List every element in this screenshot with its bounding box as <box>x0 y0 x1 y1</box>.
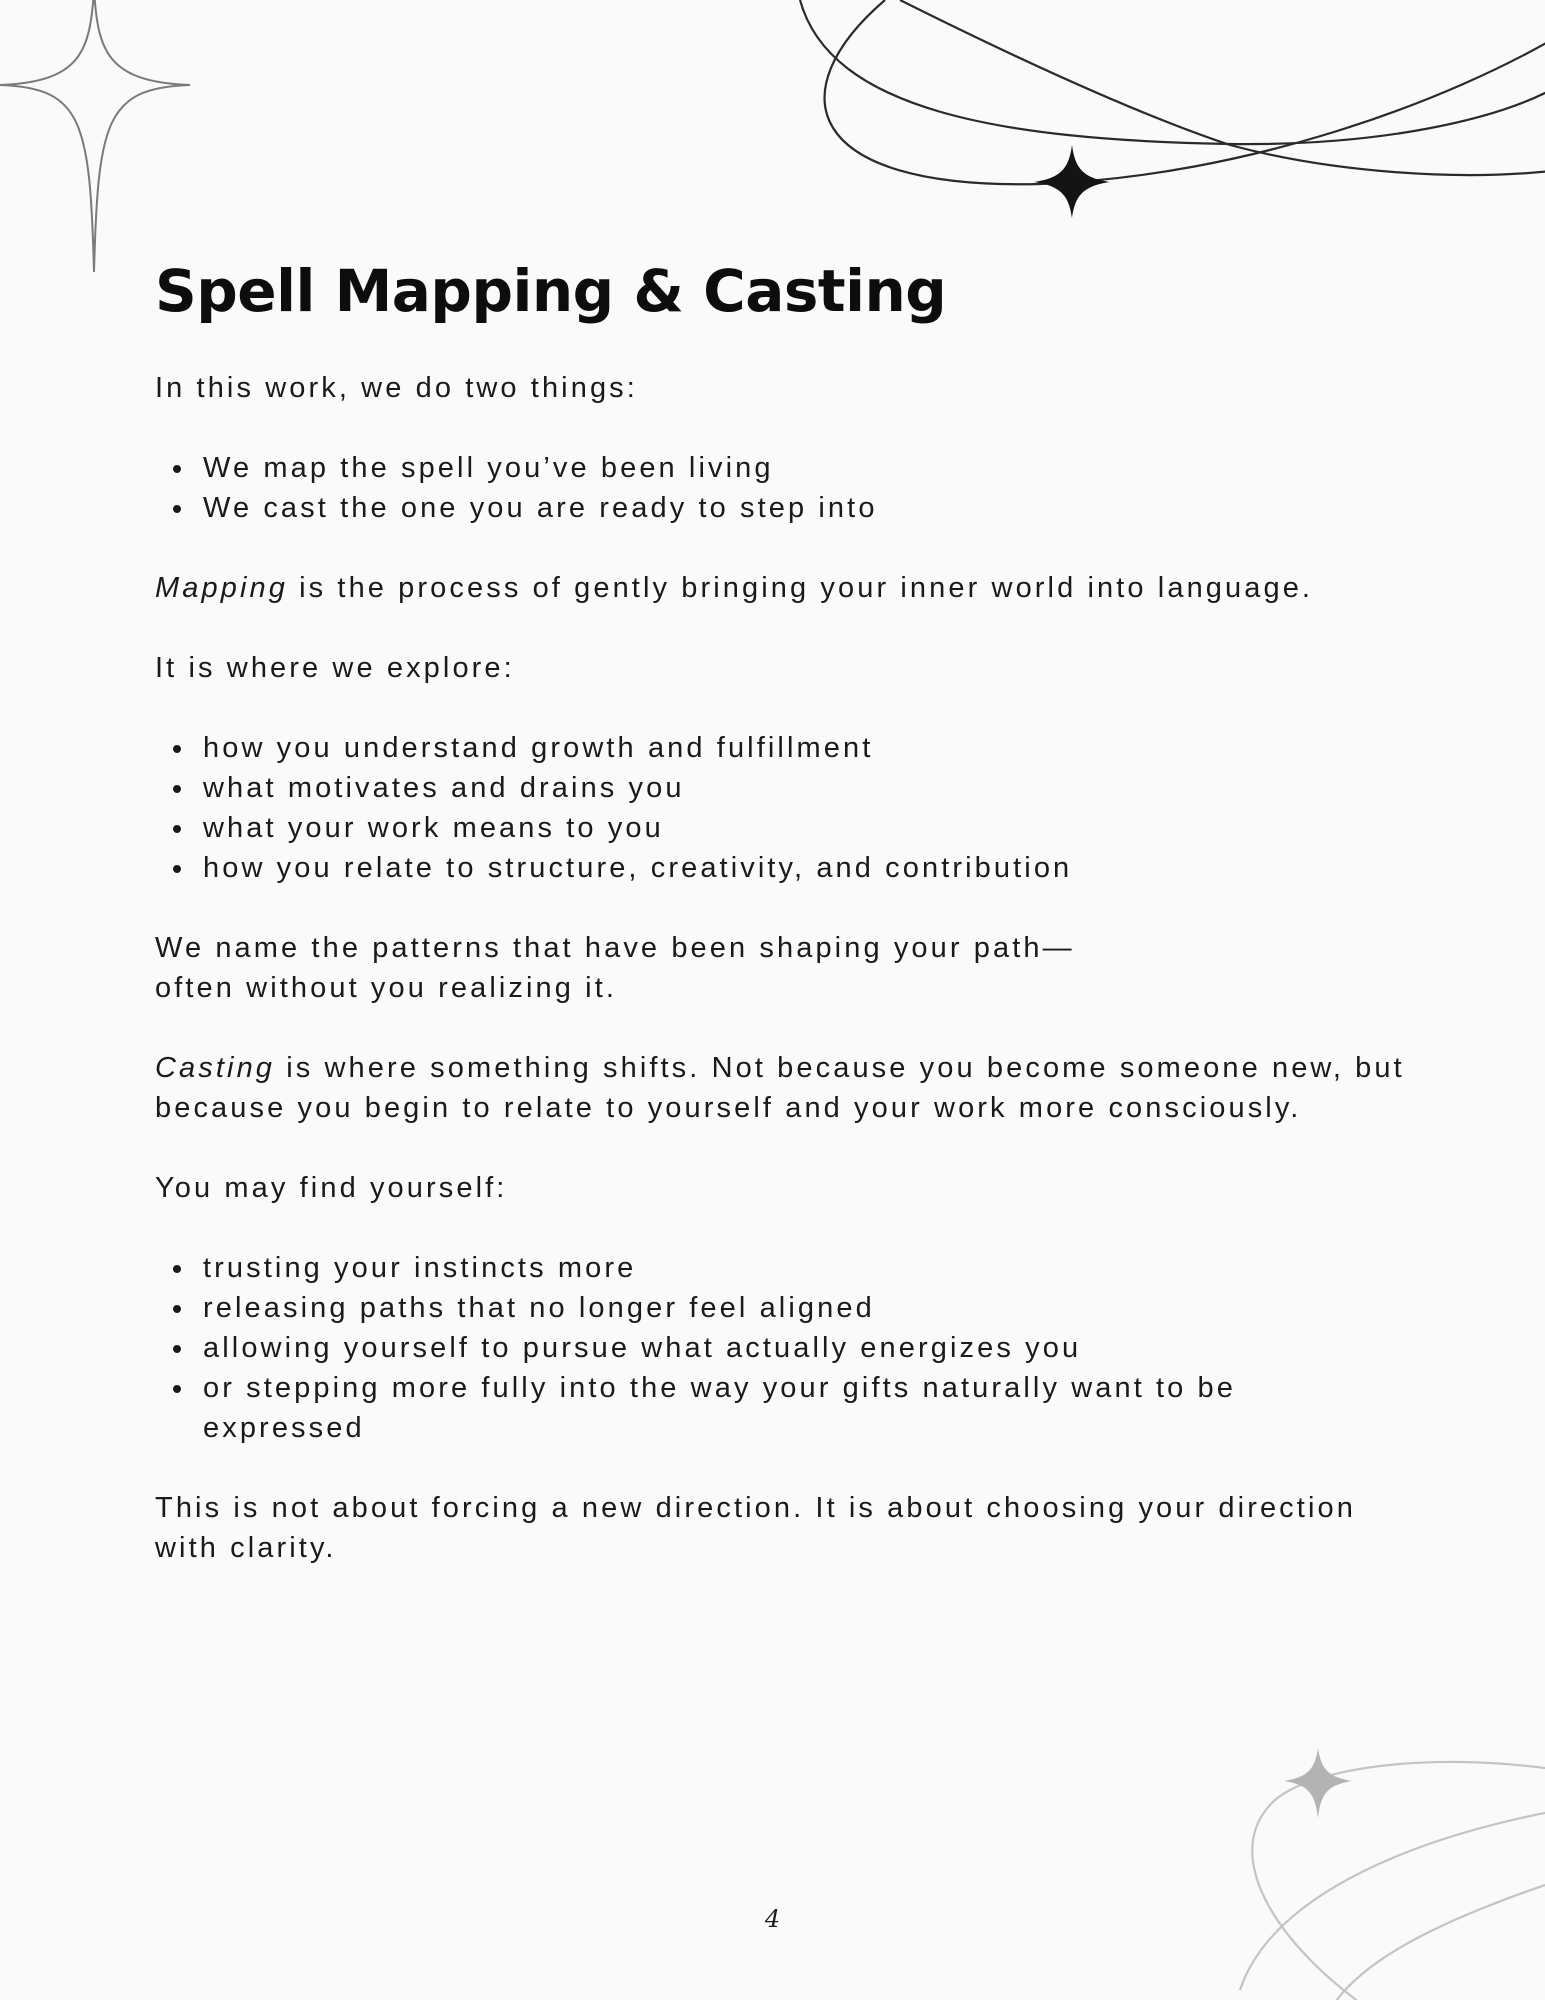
list-item: or stepping more fully into the way your gifts naturally want to be expressed <box>203 1368 1405 1448</box>
document-body <box>155 250 1405 1608</box>
mapping-term: Mapping <box>155 572 288 604</box>
four-point-star-outline-icon <box>0 0 190 272</box>
list-item: what motivates and drains you <box>203 768 1405 808</box>
page-number: 4 <box>764 1905 781 1933</box>
casting-paragraph <box>155 1048 1405 1128</box>
patterns-paragraph: We name the patterns that have been shaping your path— often without you realizing it. <box>155 932 1075 1004</box>
closing-paragraph: This is not about forcing a new direction. It is about choosing your direction with clarity. <box>155 1492 1356 1564</box>
explore-list <box>155 728 1405 888</box>
sparkle-icon <box>1034 145 1110 218</box>
orbit-lines-icon <box>800 0 1545 184</box>
list-item: We map the spell you’ve been living <box>203 448 1405 488</box>
casting-term: Casting <box>155 1052 276 1084</box>
list-item: how you relate to structure, creativity, and contribution <box>203 848 1405 888</box>
list-item: We cast the one you are ready to step into <box>203 488 1405 528</box>
list-item: allowing yourself to pursue what actually energizes you <box>203 1328 1405 1368</box>
find-intro: You may find yourself: <box>155 1172 508 1204</box>
list-item: how you understand growth and fulfillment <box>203 728 1405 768</box>
page-title: Spell Mapping & Casting <box>155 257 947 325</box>
sparkle-light-icon <box>1284 1748 1352 1818</box>
intro-paragraph: In this work, we do two things: <box>155 372 638 404</box>
explore-intro: It is where we explore: <box>155 652 515 684</box>
mapping-text: is the process of gently bringing your inner world into language. <box>287 572 1314 604</box>
list-item: releasing paths that no longer feel aligned <box>203 1288 1405 1328</box>
orbit-lines-light-icon <box>1240 1762 1545 2000</box>
find-list <box>155 1248 1405 1448</box>
two-things-list <box>155 448 1405 528</box>
list-item: trusting your instincts more <box>203 1248 1405 1288</box>
casting-text: is where something shifts. Not because you become someone new, but because you begin to relate to yourself and your work more consciously. <box>155 1052 1405 1124</box>
mapping-paragraph <box>155 568 1405 608</box>
list-item: what your work means to you <box>203 808 1405 848</box>
